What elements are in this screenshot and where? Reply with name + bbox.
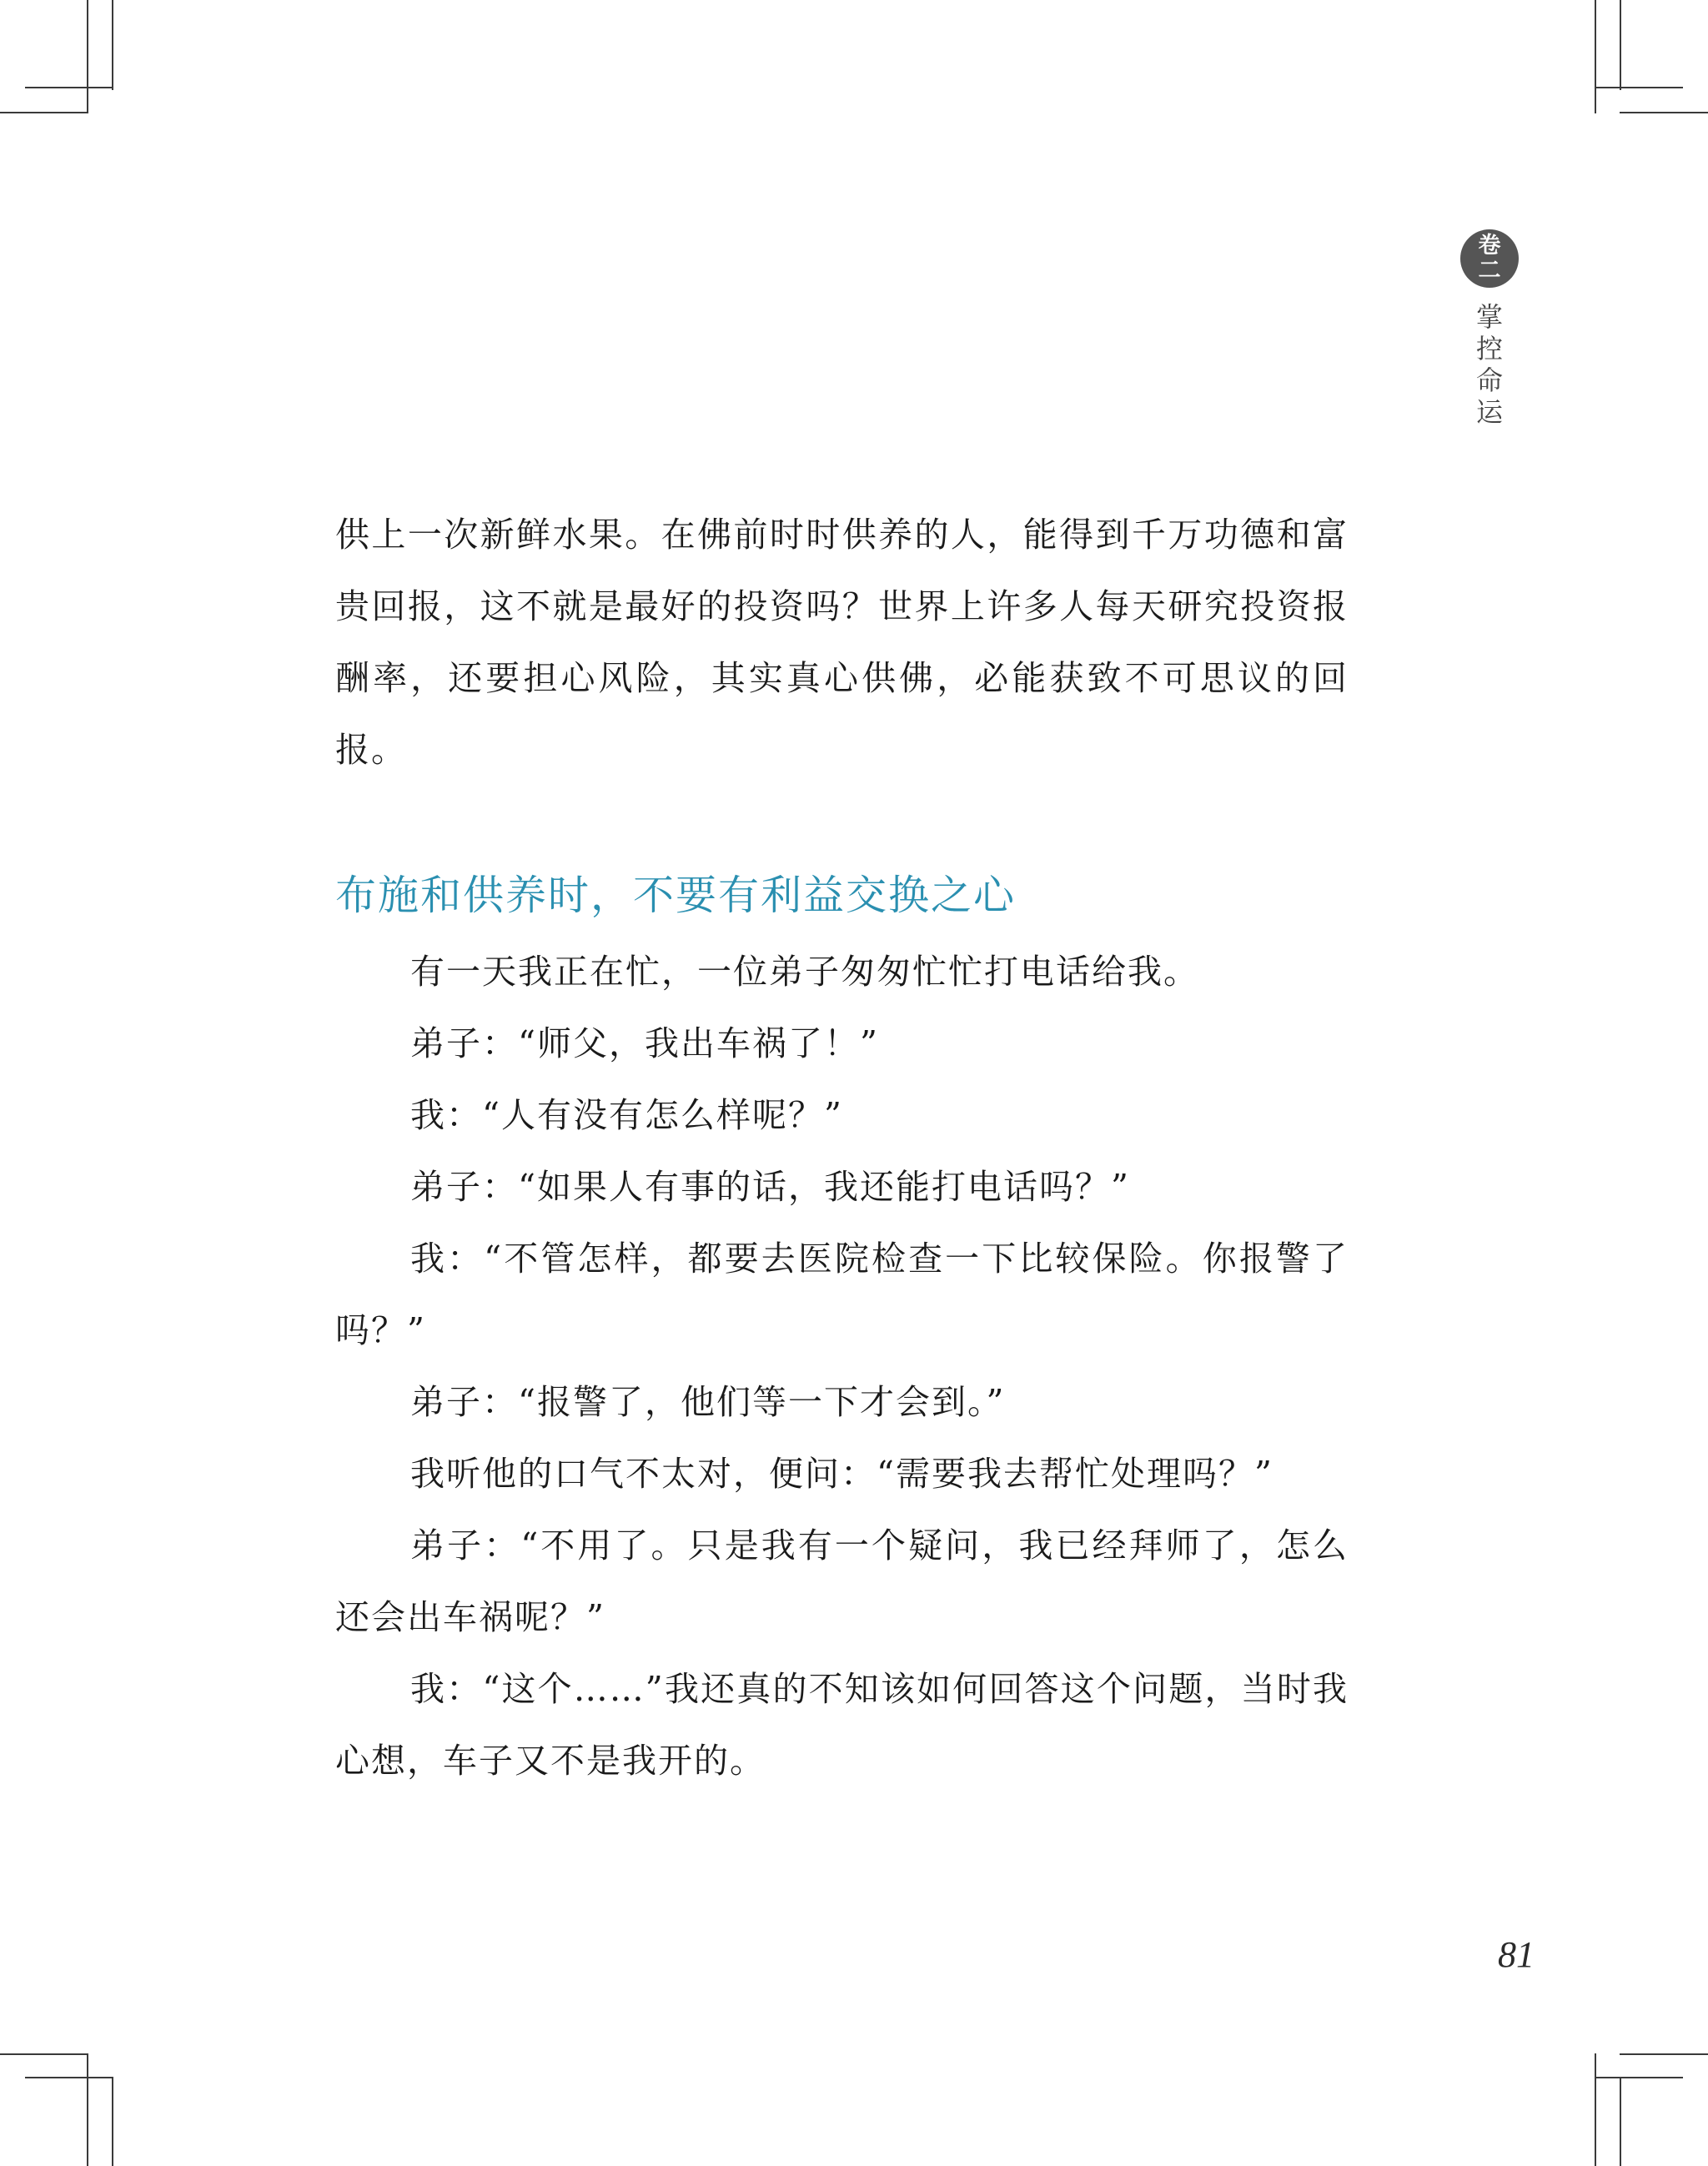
- crop-mark-bottom-left-horizontal: [0, 2053, 88, 2055]
- paragraph: 我：“这个……”我还真的不知该如何回答这个问题，当时我心想，车子又不是我开的。: [335, 1669, 1349, 1781]
- chapter-title-char-2: 控: [1475, 333, 1503, 364]
- crop-mark-bottom-right-vertical: [1595, 2053, 1596, 2166]
- crop-mark-bottom-left-vertical: [87, 2053, 88, 2166]
- chapter-side-tab: [1460, 229, 1519, 428]
- paragraph: 弟子：“师父，我出车祸了！”: [410, 1023, 879, 1063]
- paragraph: 我：“人有没有怎么样呢？”: [410, 1095, 843, 1135]
- chapter-title-char-1: 掌: [1475, 301, 1503, 333]
- crop-mark-top-left-vertical: [87, 0, 88, 113]
- paragraph: 有一天我正在忙，一位弟子匆匆忙忙打电话给我。: [410, 952, 1199, 992]
- paragraph: 我听他的口气不太对，便问：“需要我去帮忙处理吗？”: [410, 1454, 1273, 1494]
- page-body: [335, 499, 1349, 1797]
- paragraph-continued: 供上一次新鲜水果。在佛前时时供养的人，能得到千万功德和富贵回报，这不就是最好的投资吗？世界上许多人每天研究投资报酬率，还要担心风险，其实真心供佛，必能获致不可思议的回报。: [335, 515, 1349, 770]
- paragraph: 弟子：“如果人有事的话，我还能打电话吗？”: [410, 1167, 1130, 1207]
- crop-mark-bottom-right-horizontal-inner: [1595, 2077, 1683, 2078]
- crop-mark-bottom-right-vertical-inner: [1620, 2077, 1621, 2166]
- crop-mark-top-right-vertical-inner: [1620, 0, 1621, 90]
- crop-mark-bottom-right-horizontal: [1620, 2053, 1708, 2055]
- crop-mark-top-left-vertical-inner: [112, 0, 113, 90]
- volume-char-1: 卷: [1478, 233, 1501, 259]
- paragraph: 弟子：“不用了。只是我有一个疑问，我已经拜师了，怎么还会出车祸呢？”: [335, 1525, 1349, 1637]
- chapter-title-char-4: 运: [1475, 396, 1503, 428]
- crop-mark-top-left-horizontal: [25, 87, 113, 88]
- chapter-title-vertical: [1476, 301, 1503, 428]
- volume-badge: [1460, 229, 1519, 288]
- crop-mark-bottom-left-horizontal-inner: [25, 2077, 113, 2078]
- paragraph: 弟子：“报警了，他们等一下才会到。”: [410, 1382, 1006, 1422]
- section-heading: 布施和供养时，不要有利益交换之心: [335, 872, 1017, 919]
- chapter-title-char-3: 命: [1475, 364, 1503, 396]
- crop-mark-top-right-horizontal: [1595, 87, 1683, 88]
- crop-mark-top-left-horizontal-inner: [0, 112, 88, 113]
- page-number: 81: [1498, 1934, 1535, 1975]
- volume-char-2: 二: [1478, 258, 1501, 284]
- crop-mark-top-right-vertical: [1595, 0, 1596, 113]
- paragraph: 我：“不管怎样，都要去医院检查一下比较保险。你报警了吗？”: [335, 1239, 1349, 1350]
- crop-mark-bottom-left-vertical-inner: [112, 2077, 113, 2166]
- crop-mark-top-right-horizontal-inner: [1620, 112, 1708, 113]
